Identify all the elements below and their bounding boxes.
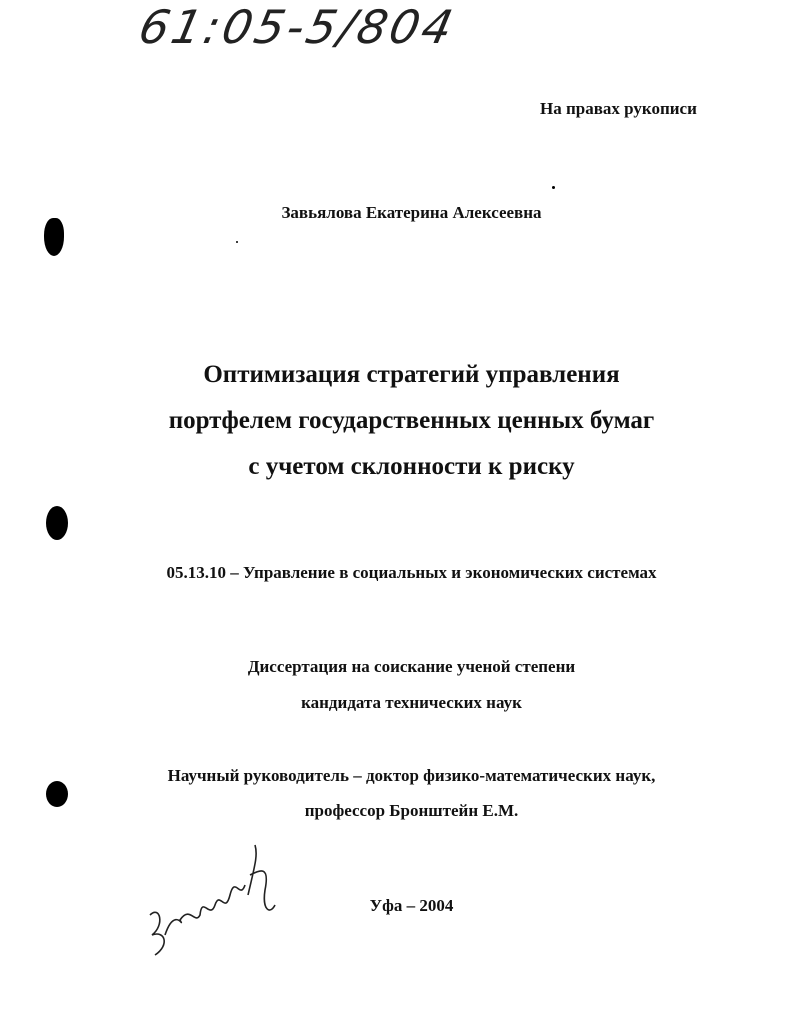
- specialty-code: 05.13.10 – Управление в социальных и экономических системах: [166, 563, 657, 582]
- degree-line-2: кандидата технических наук: [301, 693, 522, 712]
- binder-hole-blot: [46, 506, 68, 540]
- handwritten-archive-code: 61:05-5/804: [134, 0, 461, 54]
- supervisor-line-1: Научный руководитель – доктор физико-математических наук,: [167, 766, 656, 785]
- title-line: Оптимизация стратегий управления: [203, 361, 620, 388]
- scan-speck: [236, 241, 238, 243]
- degree-line-1: Диссертация на соискание ученой степени: [247, 657, 576, 676]
- scan-speck: [552, 186, 555, 189]
- city-year: Уфа – 2004: [369, 896, 454, 915]
- rights-notice: На правах рукописи: [540, 99, 697, 118]
- supervisor-line-2: профессор Бронштейн Е.М.: [304, 801, 519, 820]
- title-line: портфелем государственных ценных бумаг: [168, 407, 655, 434]
- title-line: с учетом склонности к риску: [248, 453, 575, 480]
- dissertation-title: [0, 352, 793, 490]
- binder-hole-blot: [44, 218, 64, 256]
- author-name: Завьялова Екатерина Алексеевна: [281, 203, 542, 222]
